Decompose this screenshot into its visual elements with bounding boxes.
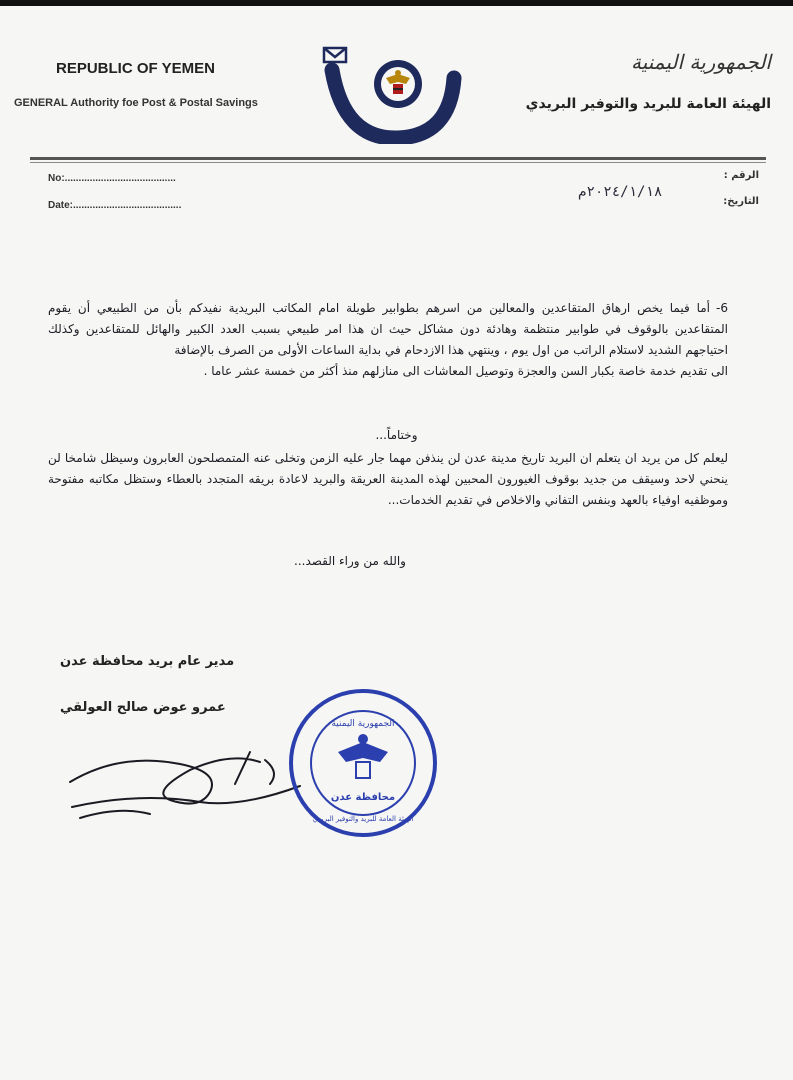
final-line: والله من وراء القصد... <box>294 554 406 568</box>
signatory-title: مدير عام بريد محافظة عدن <box>60 654 235 669</box>
ref-no-label: No:........................................ <box>48 173 176 184</box>
arabic-header <box>471 50 771 112</box>
item-number: 6- <box>716 301 728 315</box>
header-divider-thin <box>30 162 766 163</box>
header-ar-title: الجمهورية اليمنية <box>630 50 771 74</box>
envelope-icon <box>324 48 346 62</box>
closing-title: وختاماً... <box>375 428 418 442</box>
post-logo-icon <box>318 44 468 144</box>
stamp-center-text: محافظة عدن <box>330 792 396 803</box>
ref-ar-no-label: الرقم : <box>723 170 759 181</box>
stamp-eagle-icon <box>338 734 388 778</box>
top-border <box>0 0 793 6</box>
ref-ar-date-label: التاريخ: <box>723 196 759 207</box>
stamp-top-text: الجمهورية اليمنية <box>331 719 395 729</box>
body-item-6 <box>48 298 728 382</box>
signatory-name: عمرو عوض صالح العولقي <box>60 700 226 715</box>
header-en-subtitle: GENERAL Authority foe Post & Postal Savings <box>14 97 258 109</box>
header-ar-subtitle: الهيئة العامة للبريد والتوفير البريدي <box>525 96 771 112</box>
header-divider <box>30 157 766 160</box>
stamp-ring-text: الهيئة العامة للبريد والتوفير البريدي <box>312 815 414 823</box>
header-en-title: REPUBLIC OF YEMEN <box>56 60 215 77</box>
closing-paragraph: ليعلم كل من يريد ان يتعلم ان البريد تاريخ مدينة عدن لن ينذفن مهما جار عليه الزمن وتخلى عنه المتمصلحون العابرون وسيظل شامخا لن ينحني لاحد وسيقف من جديد بوقوف الغيورون المحبين لهذه المدينة العريقة والبريد لاعادة بريقه المتجدد بالعطاء وستظل مكاتبه مفتوحة وموظفيه اوفياء بالعهد وبنفس التفاني والاخلاص في تقديم الخدمات... <box>48 451 728 507</box>
item-text-continuation: الى تقديم خدمة خاصة بكبار السن والعجزة وتوصيل المعاشات الى منازلهم منذ أكثر من خمسة عشر عاما . <box>203 364 728 378</box>
official-stamp-icon <box>286 686 440 840</box>
item-text: أما فيما يخص ارهاق المتقاعدين والمعالين من اسرهم بطوابير طويلة امام المكاتب البريدية نفيدكم بأن من الطبيعي أن يقوم المتقاعدين بالوقوف في طوابير منتظمة وهادئة دون مشاكل حيث ان هذا امر طبيعي بسبب العدد الكبير والهائل للمتقاعدين وكذلك احتياجهم الشديد لاستلام الراتب من اول يوم ، وينتهي هذا الازدحام في بداية الساعات الأولى من الصرف بالإضافة <box>48 301 728 357</box>
handwritten-signature-icon <box>60 722 310 822</box>
handwritten-date: ٢٠٢٤/١/١٨م <box>578 184 663 200</box>
ref-date-label: Date:....................................... <box>48 200 182 211</box>
